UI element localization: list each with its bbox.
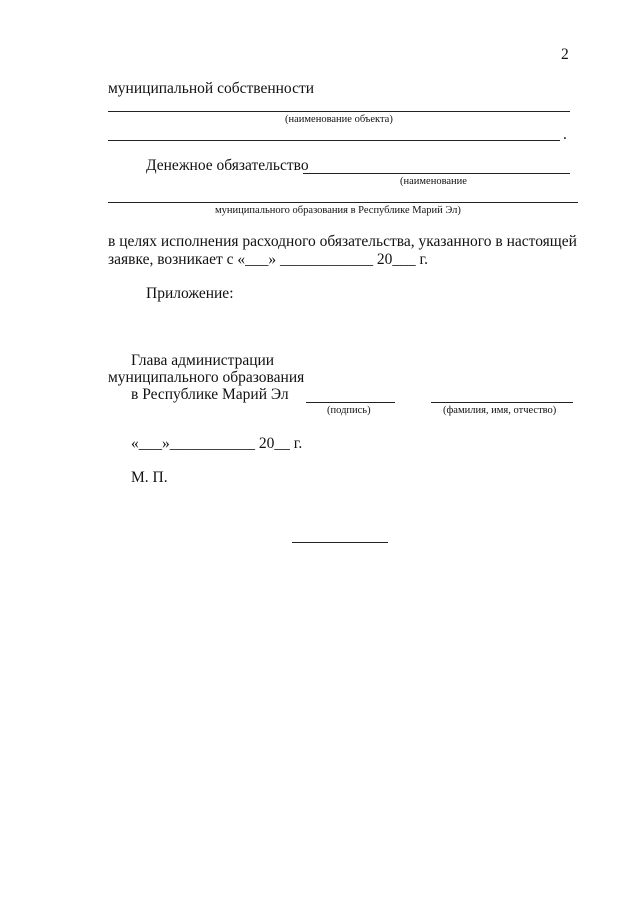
object-end-mark: . — [563, 126, 567, 143]
seal-mark: М. П. — [131, 469, 168, 486]
purpose-line-2: заявке, возникает с «___» ____________ 20___ г. — [108, 251, 428, 268]
purpose-line-1: в целях исполнения расходного обязательства, указанного в настоящей — [108, 233, 577, 250]
signature-line — [306, 402, 395, 403]
obligation-caption-part2: муниципального образования в Республике Марий Эл) — [215, 205, 461, 216]
page-number: 2 — [561, 46, 569, 63]
obligation-caption-part1: (наименование — [400, 176, 467, 187]
obligation-line-2 — [108, 202, 578, 203]
object-lead-text: муниципальной собственности — [108, 80, 315, 97]
full-name-line — [431, 402, 573, 403]
signatory-line-2: муниципального образования — [108, 369, 305, 386]
obligation-label: Денежное обязательство — [146, 157, 309, 174]
closing-separator — [292, 542, 388, 543]
signatory-line-1: Глава администрации — [131, 352, 275, 369]
signature-caption: (подпись) — [327, 405, 371, 416]
full-name-caption: (фамилия, имя, отчество) — [443, 405, 557, 416]
date-line: «___»___________ 20__ г. — [131, 435, 303, 452]
obligation-line-1 — [303, 173, 570, 174]
object-name-caption: (наименование объекта) — [285, 114, 393, 125]
signatory-line-3: в Республике Марий Эл — [131, 386, 289, 403]
object-name-line-2 — [108, 140, 560, 141]
object-name-line-1 — [108, 111, 570, 112]
appendix-label: Приложение: — [146, 285, 234, 302]
